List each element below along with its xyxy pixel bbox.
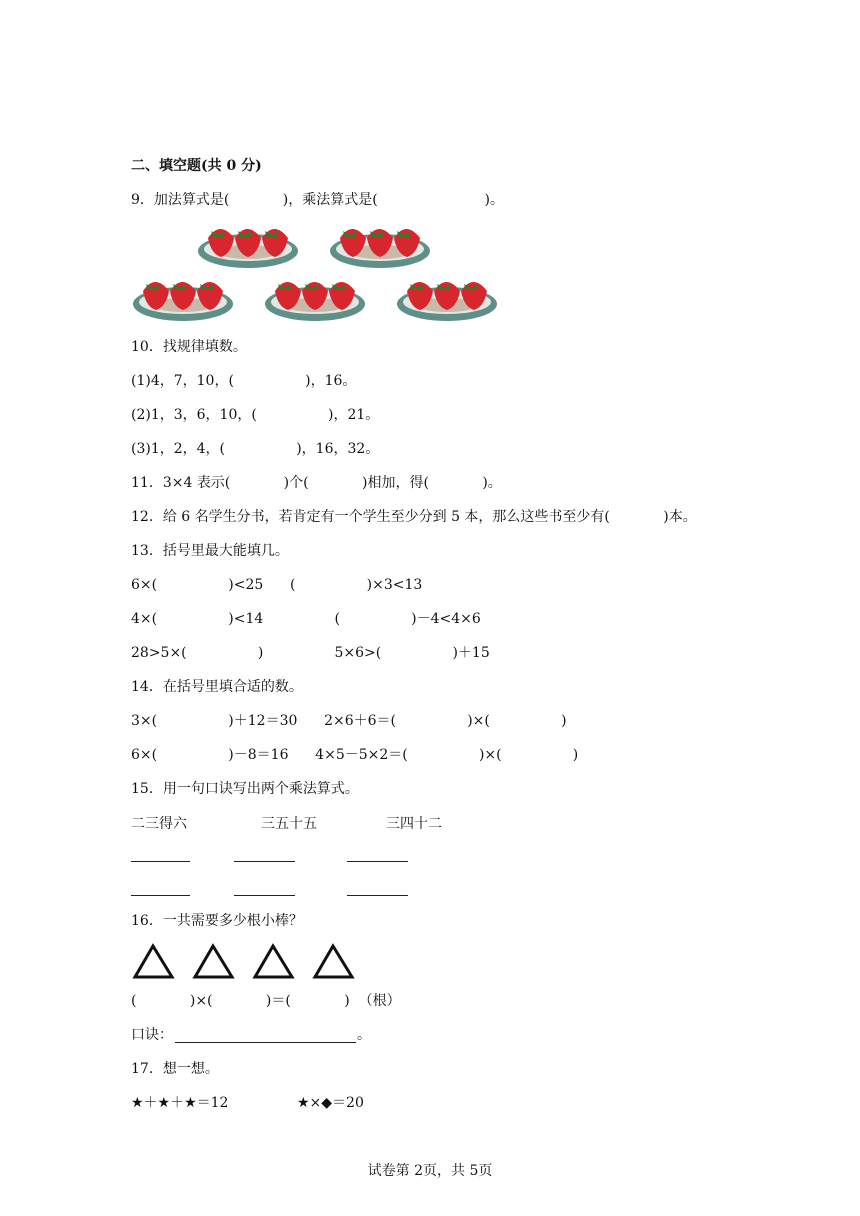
strawberry-plate-icon — [397, 282, 497, 321]
question-9: 9．加法算式是( )，乘法算式是( )。 — [131, 192, 504, 208]
question-16: 16．一共需要多少根小棒？ — [131, 913, 303, 929]
answer-blank[interactable] — [234, 895, 295, 896]
triangle-icon — [135, 946, 172, 977]
rhyme-period: 。 — [357, 1027, 371, 1043]
strawberry-plate-icon — [198, 229, 298, 268]
question-14-row-1: 3×( )＋12＝30 2×6＋6＝( )×( ) — [131, 713, 567, 729]
question-14-row-2: 6×( )－8＝16 4×5－5×2＝( )×( ) — [131, 747, 579, 763]
rhyme-answer-blank[interactable] — [175, 1042, 356, 1043]
rhyme-label: 口诀： — [131, 1027, 173, 1043]
question-12: 12．给 6 名学生分书，若肯定有一个学生至少分到 5 本，那么这些书至少有( )本。 — [131, 509, 697, 525]
triangle-icon — [255, 946, 292, 977]
rhyme-3: 三四十二 — [386, 816, 442, 832]
triangles-figure — [131, 942, 371, 982]
answer-blank[interactable] — [347, 861, 408, 862]
question-13-row-2: 4×( )<14 ( )－4<4×6 — [131, 611, 481, 627]
section-title: 二、填空题(共 0 分) — [131, 158, 262, 174]
question-10: 10．找规律填数。 — [131, 339, 247, 355]
question-15: 15．用一句口诀写出两个乘法算式。 — [131, 781, 359, 797]
question-10-part-3: (3)1，2，4，( )，16，32。 — [131, 441, 380, 457]
page-footer: 试卷第 2页，共 5页 — [367, 1163, 493, 1179]
strawberry-plate-icon — [133, 282, 233, 321]
triangle-icon — [315, 946, 352, 977]
answer-blank[interactable] — [347, 895, 408, 896]
question-13-row-3: 28>5×( ) 5×6>( )＋15 — [131, 645, 490, 661]
question-13: 13．括号里最大能填几。 — [131, 543, 289, 559]
rhyme-2: 三五十五 — [261, 816, 317, 832]
question-14: 14．在括号里填合适的数。 — [131, 679, 303, 695]
answer-blank[interactable] — [131, 895, 190, 896]
strawberry-plates-figure — [130, 218, 510, 328]
strawberry-plate-icon — [265, 282, 365, 321]
question-17-eq-1: ★＋★＋★＝12 — [131, 1095, 229, 1111]
question-17: 17．想一想。 — [131, 1061, 219, 1077]
answer-blank[interactable] — [234, 861, 295, 862]
question-10-part-2: (2)1，3，6，10，( )，21。 — [131, 407, 380, 423]
answer-blank[interactable] — [131, 861, 190, 862]
question-16-formula: ( )×( )＝( ) （根） — [131, 993, 401, 1009]
question-17-eq-2: ★×◆＝20 — [297, 1095, 364, 1111]
question-11: 11．3×4 表示( )个( )相加，得( )。 — [131, 475, 502, 491]
question-10-part-1: (1)4，7，10，( )，16。 — [131, 373, 357, 389]
strawberry-plate-icon — [330, 229, 430, 268]
rhyme-1: 二三得六 — [131, 816, 187, 832]
triangle-icon — [195, 946, 232, 977]
question-13-row-1: 6×( )<25 ( )×3<13 — [131, 577, 423, 593]
